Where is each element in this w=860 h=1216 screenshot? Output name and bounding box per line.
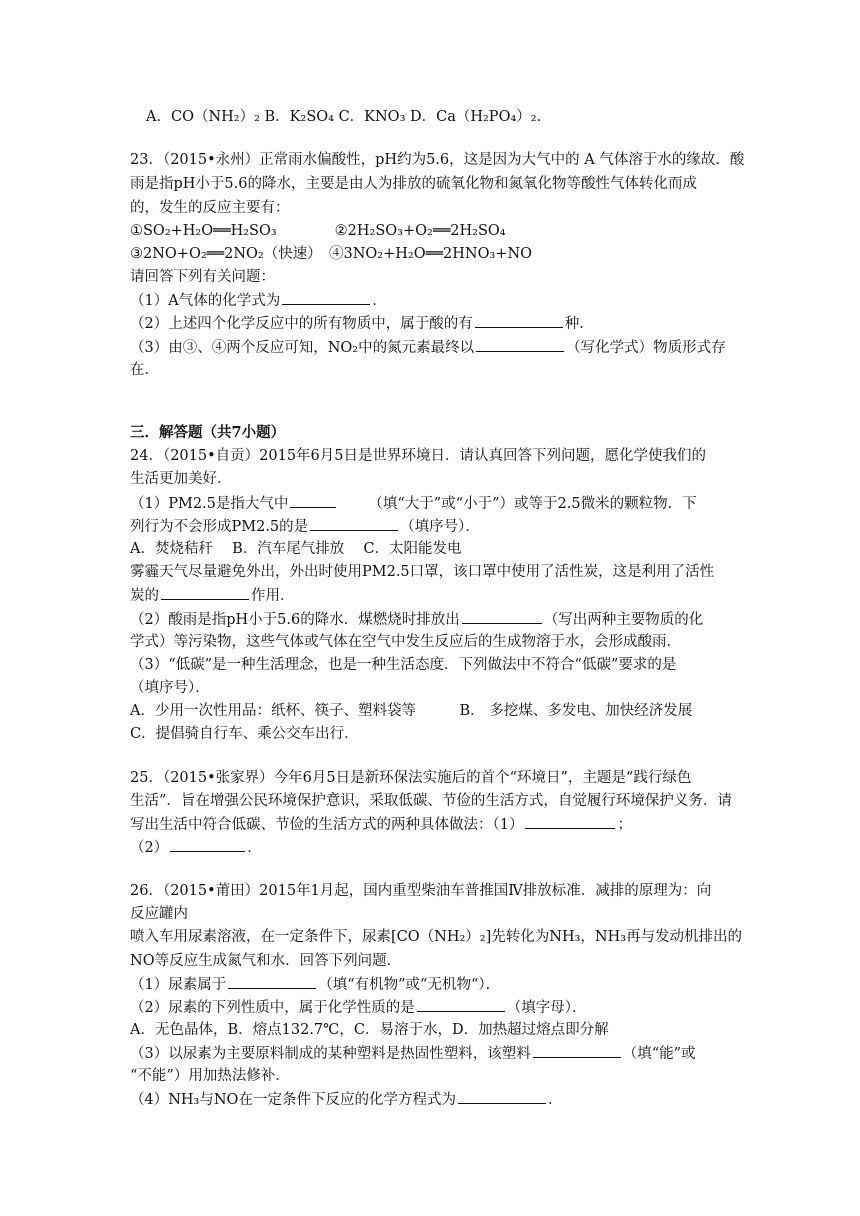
q22-options <box>146 107 551 127</box>
q26-line-1 <box>130 881 711 901</box>
q24-line-1 <box>130 446 706 466</box>
text-line: （填字母）． <box>506 1000 587 1016</box>
text-line: ③2NO+O₂══2NO₂（快速） ④3NO₂+H₂O══2HNO₃+NO <box>130 246 533 262</box>
q24-options-2 <box>130 701 692 721</box>
text-line: “不能”）用加热法修补． <box>130 1068 290 1084</box>
text-line: 喷入车用尿素溶液，在一定条件下，尿素[CO（NH₂）₂]先转化为NH₃，NH₃再与发动机排出的 <box>130 929 743 945</box>
q23-reactions-2 <box>130 244 532 264</box>
text-line: （2）上述四个化学反应中的所有物质中，属于酸的有 <box>130 316 473 332</box>
text-line: 种． <box>564 316 594 332</box>
q24-sub3 <box>130 655 676 675</box>
text-line: （3）由③、④两个反应可知，NO₂中的氮元素最终以 <box>130 340 475 356</box>
q26-sub4 <box>130 1089 562 1110</box>
q23-sub3 <box>130 337 726 358</box>
answer-blank[interactable] <box>310 516 398 531</box>
answer-blank[interactable] <box>476 337 564 352</box>
text-line: 三．解答题（共7小题） <box>130 424 286 441</box>
q26-line-2 <box>130 904 188 924</box>
text-line: （3）以尿素为主要原料制成的某种塑料是热固性塑料，该塑料 <box>130 1046 531 1062</box>
text-line: ； <box>617 817 632 833</box>
text-line: 写出生活中符合低碳、节俭的生活方式的两种具体做法：（1） <box>130 817 524 833</box>
text-line: （1）尿素属于 <box>130 977 227 993</box>
q24-line-haze <box>130 562 714 582</box>
section-heading <box>130 423 285 443</box>
text-line: 雨是指pH小于5.6的降水，主要是由人为排放的硫氧化物和氮氧化物等酸性气体转化而成 <box>130 176 697 192</box>
text-line: （4）NH₃与NO在一定条件下反应的化学方程式为 <box>130 1092 456 1108</box>
answer-blank[interactable] <box>533 1043 621 1058</box>
q23-sub2 <box>130 313 594 334</box>
text-line: （填“有机物”或“无机物“）． <box>318 977 501 993</box>
text-line: C．提倡骑自行车、乘公交车出行． <box>130 726 359 742</box>
text-line: （写出两种主要物质的化 <box>543 612 704 628</box>
text-line: ． <box>372 293 387 309</box>
q26-sub3 <box>130 1043 696 1064</box>
text-line: 列行为不会形成PM2.5的是 <box>130 519 309 535</box>
q25-line-3 <box>130 814 632 835</box>
q24-options-1 <box>130 539 461 559</box>
text-line: 的，发生的反应主要有： <box>130 200 290 216</box>
text-line: （1）PM2.5是指大气中 <box>130 496 289 512</box>
q23-line-3 <box>130 198 290 218</box>
q25-line-2 <box>130 791 732 811</box>
q26-line-4 <box>130 951 401 971</box>
answer-blank[interactable] <box>462 609 542 624</box>
text-line: A．少用一次性用品：纸杯、筷子、塑料袋等 B． 多挖煤、多发电、加快经济发展 <box>130 703 693 719</box>
text-line: 生活”．旨在增强公民环境保护意识，采取低碳、节俭的生活方式，自觉履行环境保护义务．请 <box>130 793 732 809</box>
answer-blank[interactable] <box>417 997 505 1012</box>
answer-blank[interactable] <box>458 1089 546 1104</box>
q23-reactions-1 <box>130 221 506 241</box>
answer-blank[interactable] <box>290 493 336 508</box>
text-line: （写化学式）物质形式存 <box>566 340 726 356</box>
text-line: 炭的 <box>130 588 159 604</box>
text-line: ． <box>547 1092 563 1108</box>
text-line: 反应罐内 <box>130 906 188 922</box>
answer-blank[interactable] <box>228 974 316 989</box>
text-line: 25．（2015•张家界）今年6月5日是新环保法实施后的首个“环境日”，主题是“践行绿色 <box>130 770 692 786</box>
q24-sub2 <box>130 609 703 630</box>
text-line: ①SO₂+H₂O══H₂SO₃ ②2H₂SO₃+O₂══2H₂SO₄ <box>130 223 506 239</box>
q26-line-3 <box>130 927 742 947</box>
text-line: 26．（2015•莆田）2015年1月起，国内重型柴油车普推国Ⅳ排放标准．减排的原理为：向 <box>130 883 712 899</box>
q26-sub2 <box>130 997 586 1018</box>
q25-line-1 <box>130 768 691 788</box>
text-line: （2） <box>130 840 169 856</box>
text-line: A．焚烧秸秆 B．汽车尾气排放 C．太阳能发电 <box>130 541 462 557</box>
q26-options <box>130 1020 609 1040</box>
text-line: （2）尿素的下列性质中，属于化学性质的是 <box>130 1000 415 1016</box>
text-line: A．无色晶体，B．熔点132.7℃，C．易溶于水，D．加热超过熔点即分解 <box>130 1022 609 1038</box>
text-line: （3）“低碳”是一种生活理念，也是一种生活态度．下列做法中不符合“低碳”要求的是 <box>130 657 677 673</box>
answer-blank[interactable] <box>170 837 245 852</box>
q24-options-3 <box>130 724 359 744</box>
text-line: 24．（2015•自贡）2015年6月5日是世界环境日．请认真回答下列问题，愿化学使我们的 <box>130 448 707 464</box>
answer-blank[interactable] <box>161 585 249 600</box>
text-line: 在． <box>130 362 159 378</box>
answer-blank[interactable] <box>282 290 370 305</box>
q23-line-2 <box>130 174 697 194</box>
text-line: 请回答下列有关问题： <box>130 269 275 285</box>
text-line: （2）酸雨是指pH小于5.6的降水．煤燃烧时排放出 <box>130 612 460 628</box>
q26-sub1 <box>130 974 500 995</box>
q23-line-1 <box>130 150 744 170</box>
q26-sub3-cont <box>130 1066 290 1086</box>
answer-blank[interactable] <box>525 814 615 829</box>
q23-sub1 <box>130 290 387 311</box>
text-line: （填“大于”或“小于”）或等于2.5微米的颗粒物．下 <box>368 496 697 512</box>
text-line: （填序号）． <box>130 680 210 696</box>
q24-sub1 <box>130 493 697 514</box>
text-line: 生活更加美好． <box>130 471 232 487</box>
text-line: （1）A气体的化学式为 <box>130 293 281 309</box>
text-line: 23．（2015•永州）正常雨水偏酸性，pH约为5.6，这是因为大气中的 A 气体溶于水的缘故．酸 <box>130 152 745 168</box>
text-line: 学式）等污染物，这些气体或气体在空气中发生反应后的生成物溶于水，会形成酸雨． <box>130 634 681 650</box>
text-line: A．CO（NH₂）₂ B．K₂SO₄ C．KNO₃ D．Ca（H₂PO₄）₂． <box>146 109 552 125</box>
text-line: 雾霾天气尽量避免外出，外出时使用PM2.5口罩，该口罩中使用了活性炭，这是利用了活性 <box>130 564 715 580</box>
q23-prompt <box>130 267 275 287</box>
text-line: （填“能”或 <box>622 1046 696 1062</box>
text-line: （填序号）． <box>400 519 480 535</box>
q24-sub1-cont <box>130 516 480 537</box>
text-line: ． <box>247 840 262 856</box>
text-line: 作用． <box>251 588 295 604</box>
q25-line-4 <box>130 837 262 858</box>
q23-sub3-cont <box>130 360 159 380</box>
text-line: NO等反应生成氮气和水．回答下列问题． <box>130 953 402 969</box>
q24-line-carbon <box>130 585 295 606</box>
q24-sub2-cont <box>130 632 681 652</box>
answer-blank[interactable] <box>475 313 563 328</box>
q24-sub3-cont <box>130 678 210 698</box>
q24-line-2 <box>130 469 232 489</box>
